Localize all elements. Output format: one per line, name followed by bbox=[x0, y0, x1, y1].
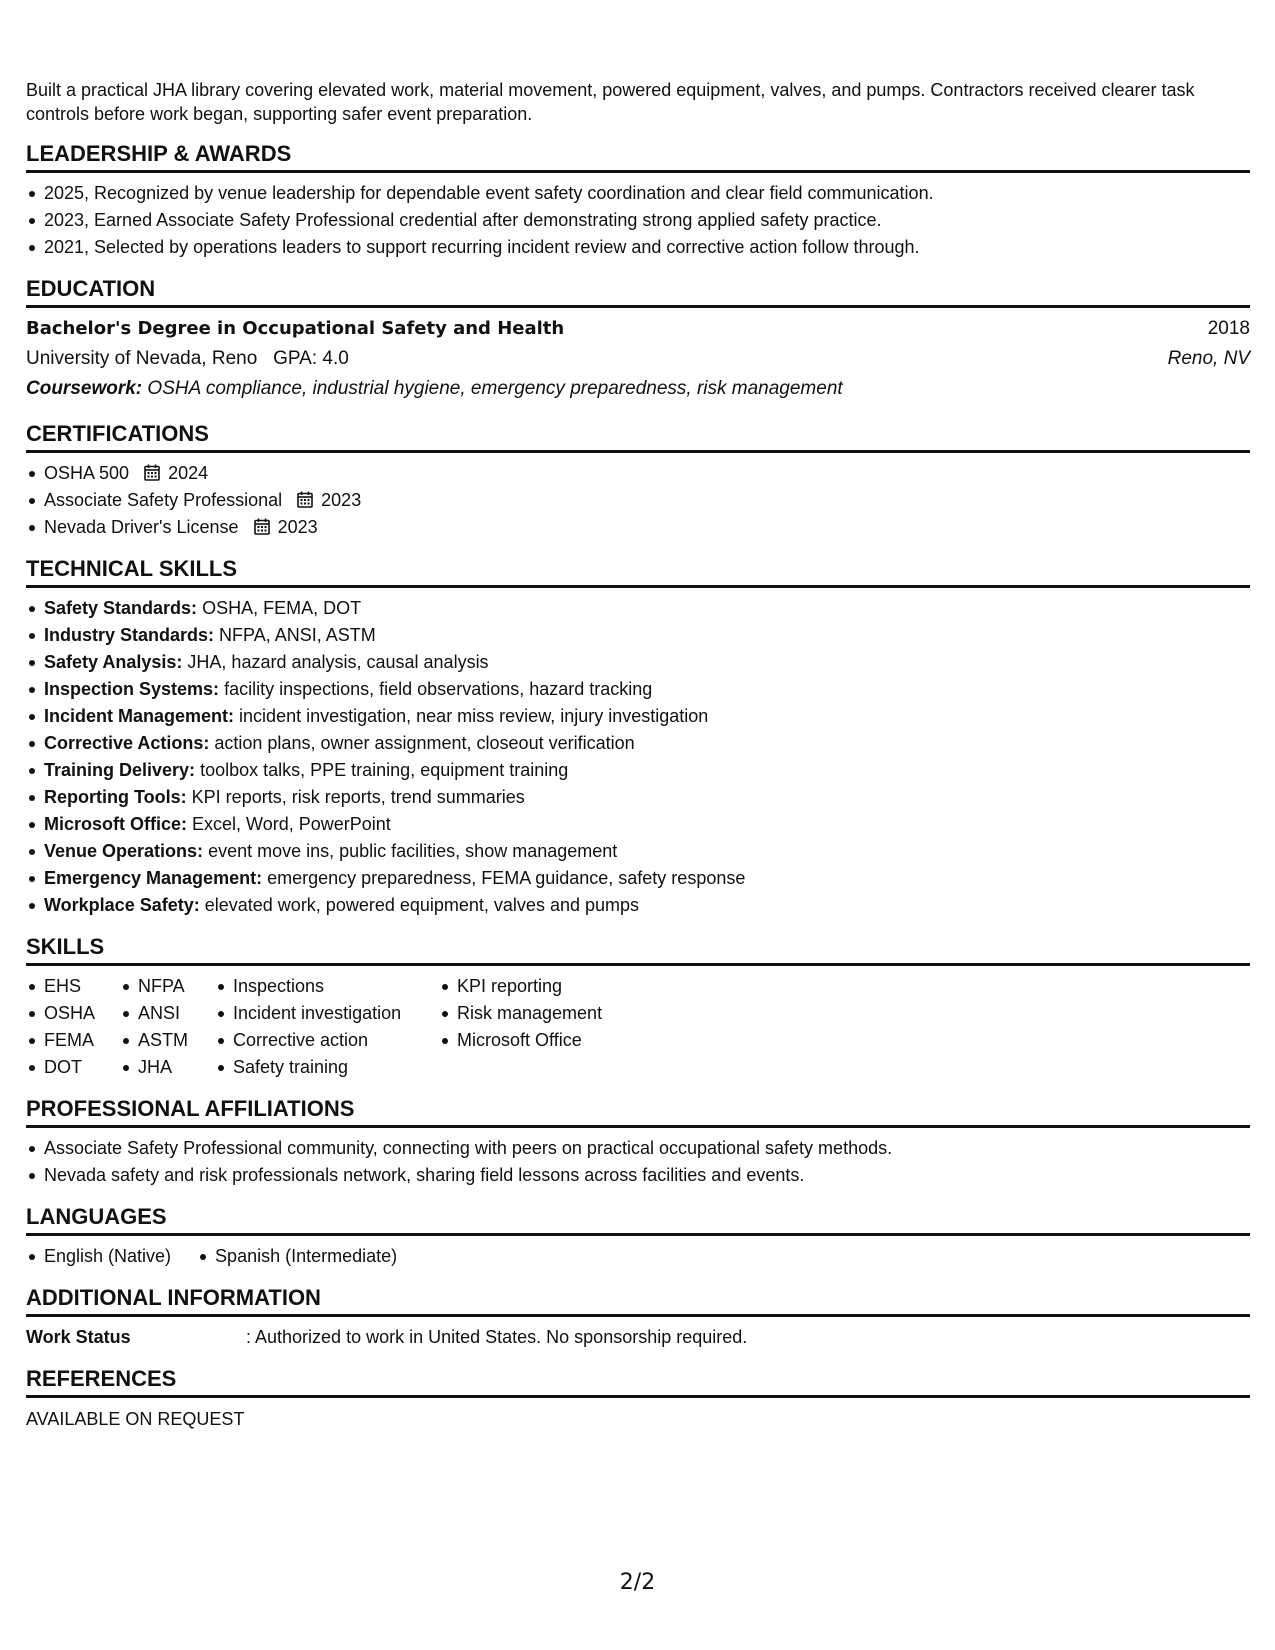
skill-value: NFPA, ANSI, ASTM bbox=[219, 625, 376, 645]
list-item: ASTM bbox=[120, 1027, 215, 1054]
skill-label: Inspection Systems: bbox=[44, 679, 220, 699]
skill-label: Emergency Management: bbox=[44, 868, 263, 888]
certification-year: 2023 bbox=[277, 517, 318, 537]
references-section bbox=[26, 1366, 1250, 1433]
list-item bbox=[26, 865, 1250, 892]
list-item: Nevada safety and risk professionals network, sharing field lessons across facilities and events. bbox=[26, 1162, 1250, 1189]
skill-value: elevated work, powered equipment, valves and pumps bbox=[204, 895, 639, 915]
skill-value: KPI reports, risk reports, trend summaries bbox=[191, 787, 525, 807]
skill-value: incident investigation, near miss review, injury investigation bbox=[239, 706, 709, 726]
technical-skills-list bbox=[26, 595, 1250, 919]
languages-section bbox=[26, 1204, 1250, 1270]
skills-column bbox=[120, 973, 215, 1081]
affiliations-section bbox=[26, 1096, 1250, 1189]
certifications-section bbox=[26, 421, 1250, 541]
intro-paragraph: Built a practical JHA library covering elevated work, material movement, powered equipment, valves, and pumps. Contractors received clearer task controls before work began, supporting safer event preparation. bbox=[26, 80, 1195, 124]
leadership-list bbox=[26, 180, 1250, 261]
section-title: LANGUAGES bbox=[26, 1204, 1250, 1236]
list-item: OSHA bbox=[26, 1000, 120, 1027]
certification-year: 2024 bbox=[168, 463, 209, 483]
list-item: Risk management bbox=[439, 1000, 739, 1027]
work-status-value: : Authorized to work in United States. No sponsorship required. bbox=[246, 1327, 748, 1347]
coursework bbox=[26, 374, 1250, 404]
school-name: University of Nevada, Reno bbox=[26, 348, 258, 369]
section-title: ADDITIONAL INFORMATION bbox=[26, 1285, 1250, 1317]
skill-label: Incident Management: bbox=[44, 706, 235, 726]
skill-label: Reporting Tools: bbox=[44, 787, 187, 807]
list-item: EHS bbox=[26, 973, 120, 1000]
list-item bbox=[26, 784, 1250, 811]
list-item bbox=[26, 703, 1250, 730]
skill-value: emergency preparedness, FEMA guidance, safety response bbox=[267, 868, 746, 888]
skill-value: OSHA, FEMA, DOT bbox=[202, 598, 362, 618]
list-item: Safety training bbox=[215, 1054, 439, 1081]
section-title: REFERENCES bbox=[26, 1366, 1250, 1398]
certification-name: OSHA 500 bbox=[44, 463, 130, 483]
skill-label: Safety Analysis: bbox=[44, 652, 183, 672]
skill-value: facility inspections, field observations, hazard tracking bbox=[224, 679, 653, 699]
list-item bbox=[26, 676, 1250, 703]
skill-value: action plans, owner assignment, closeout verification bbox=[214, 733, 635, 753]
calendar-icon bbox=[297, 491, 313, 508]
calendar-icon bbox=[144, 464, 160, 481]
work-status-label: Work Status bbox=[26, 1327, 131, 1347]
list-item bbox=[26, 730, 1250, 757]
list-item: Corrective action bbox=[215, 1027, 439, 1054]
list-item: Microsoft Office bbox=[439, 1027, 739, 1054]
skills-column bbox=[439, 973, 739, 1081]
skill-label: Industry Standards: bbox=[44, 625, 215, 645]
list-item: FEMA bbox=[26, 1027, 120, 1054]
section-title: PROFESSIONAL AFFILIATIONS bbox=[26, 1096, 1250, 1128]
list-item: ANSI bbox=[120, 1000, 215, 1027]
certification-name: Associate Safety Professional bbox=[44, 490, 283, 510]
list-item bbox=[26, 595, 1250, 622]
list-item bbox=[26, 811, 1250, 838]
list-item: Associate Safety Professional community, connecting with peers on practical occupational safety methods. bbox=[26, 1135, 1250, 1162]
certification-item bbox=[26, 514, 1250, 541]
graduation-date: 2018 bbox=[1207, 318, 1250, 339]
affiliations-list bbox=[26, 1135, 1250, 1189]
list-item: JHA bbox=[120, 1054, 215, 1081]
section-title: EDUCATION bbox=[26, 276, 1250, 308]
certification-name: Nevada Driver's License bbox=[44, 517, 239, 537]
list-item: NFPA bbox=[120, 973, 215, 1000]
school-location: Reno, NV bbox=[1167, 348, 1250, 369]
list-item: 2025, Recognized by venue leadership for dependable event safety coordination and clear field communication. bbox=[26, 180, 1250, 207]
coursework-label: Coursework: bbox=[26, 378, 143, 399]
education-section bbox=[26, 276, 1250, 404]
list-item: 2023, Earned Associate Safety Professional credential after demonstrating strong applied safety practice. bbox=[26, 207, 1250, 234]
section-title: LEADERSHIP & AWARDS bbox=[26, 141, 1250, 173]
languages-list bbox=[26, 1243, 1250, 1270]
section-title: TECHNICAL SKILLS bbox=[26, 556, 1250, 588]
skill-label: Corrective Actions: bbox=[44, 733, 210, 753]
list-item bbox=[26, 892, 1250, 919]
skill-label: Workplace Safety: bbox=[44, 895, 200, 915]
skill-value: JHA, hazard analysis, causal analysis bbox=[187, 652, 489, 672]
coursework-list: OSHA compliance, industrial hygiene, emergency preparedness, risk management bbox=[147, 378, 843, 399]
list-item bbox=[26, 622, 1250, 649]
skills-column bbox=[26, 973, 120, 1081]
list-item: Incident investigation bbox=[215, 1000, 439, 1027]
list-item bbox=[26, 838, 1250, 865]
certifications-list bbox=[26, 460, 1250, 541]
skill-label: Safety Standards: bbox=[44, 598, 198, 618]
skills-column bbox=[215, 973, 439, 1081]
skill-label: Venue Operations: bbox=[44, 841, 204, 861]
page-number: 2/2 bbox=[619, 1570, 656, 1595]
skills-grid bbox=[26, 973, 1250, 1081]
skill-value: event move ins, public facilities, show management bbox=[208, 841, 618, 861]
certification-item bbox=[26, 487, 1250, 514]
certification-item bbox=[26, 460, 1250, 487]
gpa: GPA: 4.0 bbox=[273, 348, 349, 369]
skill-value: toolbox talks, PPE training, equipment training bbox=[200, 760, 569, 780]
skill-value: Excel, Word, PowerPoint bbox=[192, 814, 391, 834]
resume-page bbox=[26, 78, 1250, 1433]
list-item: English (Native) bbox=[26, 1243, 171, 1270]
list-item: DOT bbox=[26, 1054, 120, 1081]
list-item: KPI reporting bbox=[439, 973, 739, 1000]
list-item: 2021, Selected by operations leaders to support recurring incident review and corrective action follow through. bbox=[26, 234, 1250, 261]
skill-label: Microsoft Office: bbox=[44, 814, 188, 834]
degree-title: Bachelor's Degree in Occupational Safety and Health bbox=[26, 318, 565, 339]
skill-label: Training Delivery: bbox=[44, 760, 196, 780]
certification-year: 2023 bbox=[321, 490, 362, 510]
list-item bbox=[26, 757, 1250, 784]
technical-skills-section bbox=[26, 556, 1250, 919]
list-item: Inspections bbox=[215, 973, 439, 1000]
list-item: Spanish (Intermediate) bbox=[197, 1243, 397, 1270]
additional-info-section bbox=[26, 1285, 1250, 1351]
section-title: CERTIFICATIONS bbox=[26, 421, 1250, 453]
references-text: AVAILABLE ON REQUEST bbox=[26, 1409, 245, 1429]
section-title: SKILLS bbox=[26, 934, 1250, 966]
skills-section bbox=[26, 934, 1250, 1081]
leadership-section bbox=[26, 141, 1250, 261]
calendar-icon bbox=[254, 518, 270, 535]
list-item bbox=[26, 649, 1250, 676]
